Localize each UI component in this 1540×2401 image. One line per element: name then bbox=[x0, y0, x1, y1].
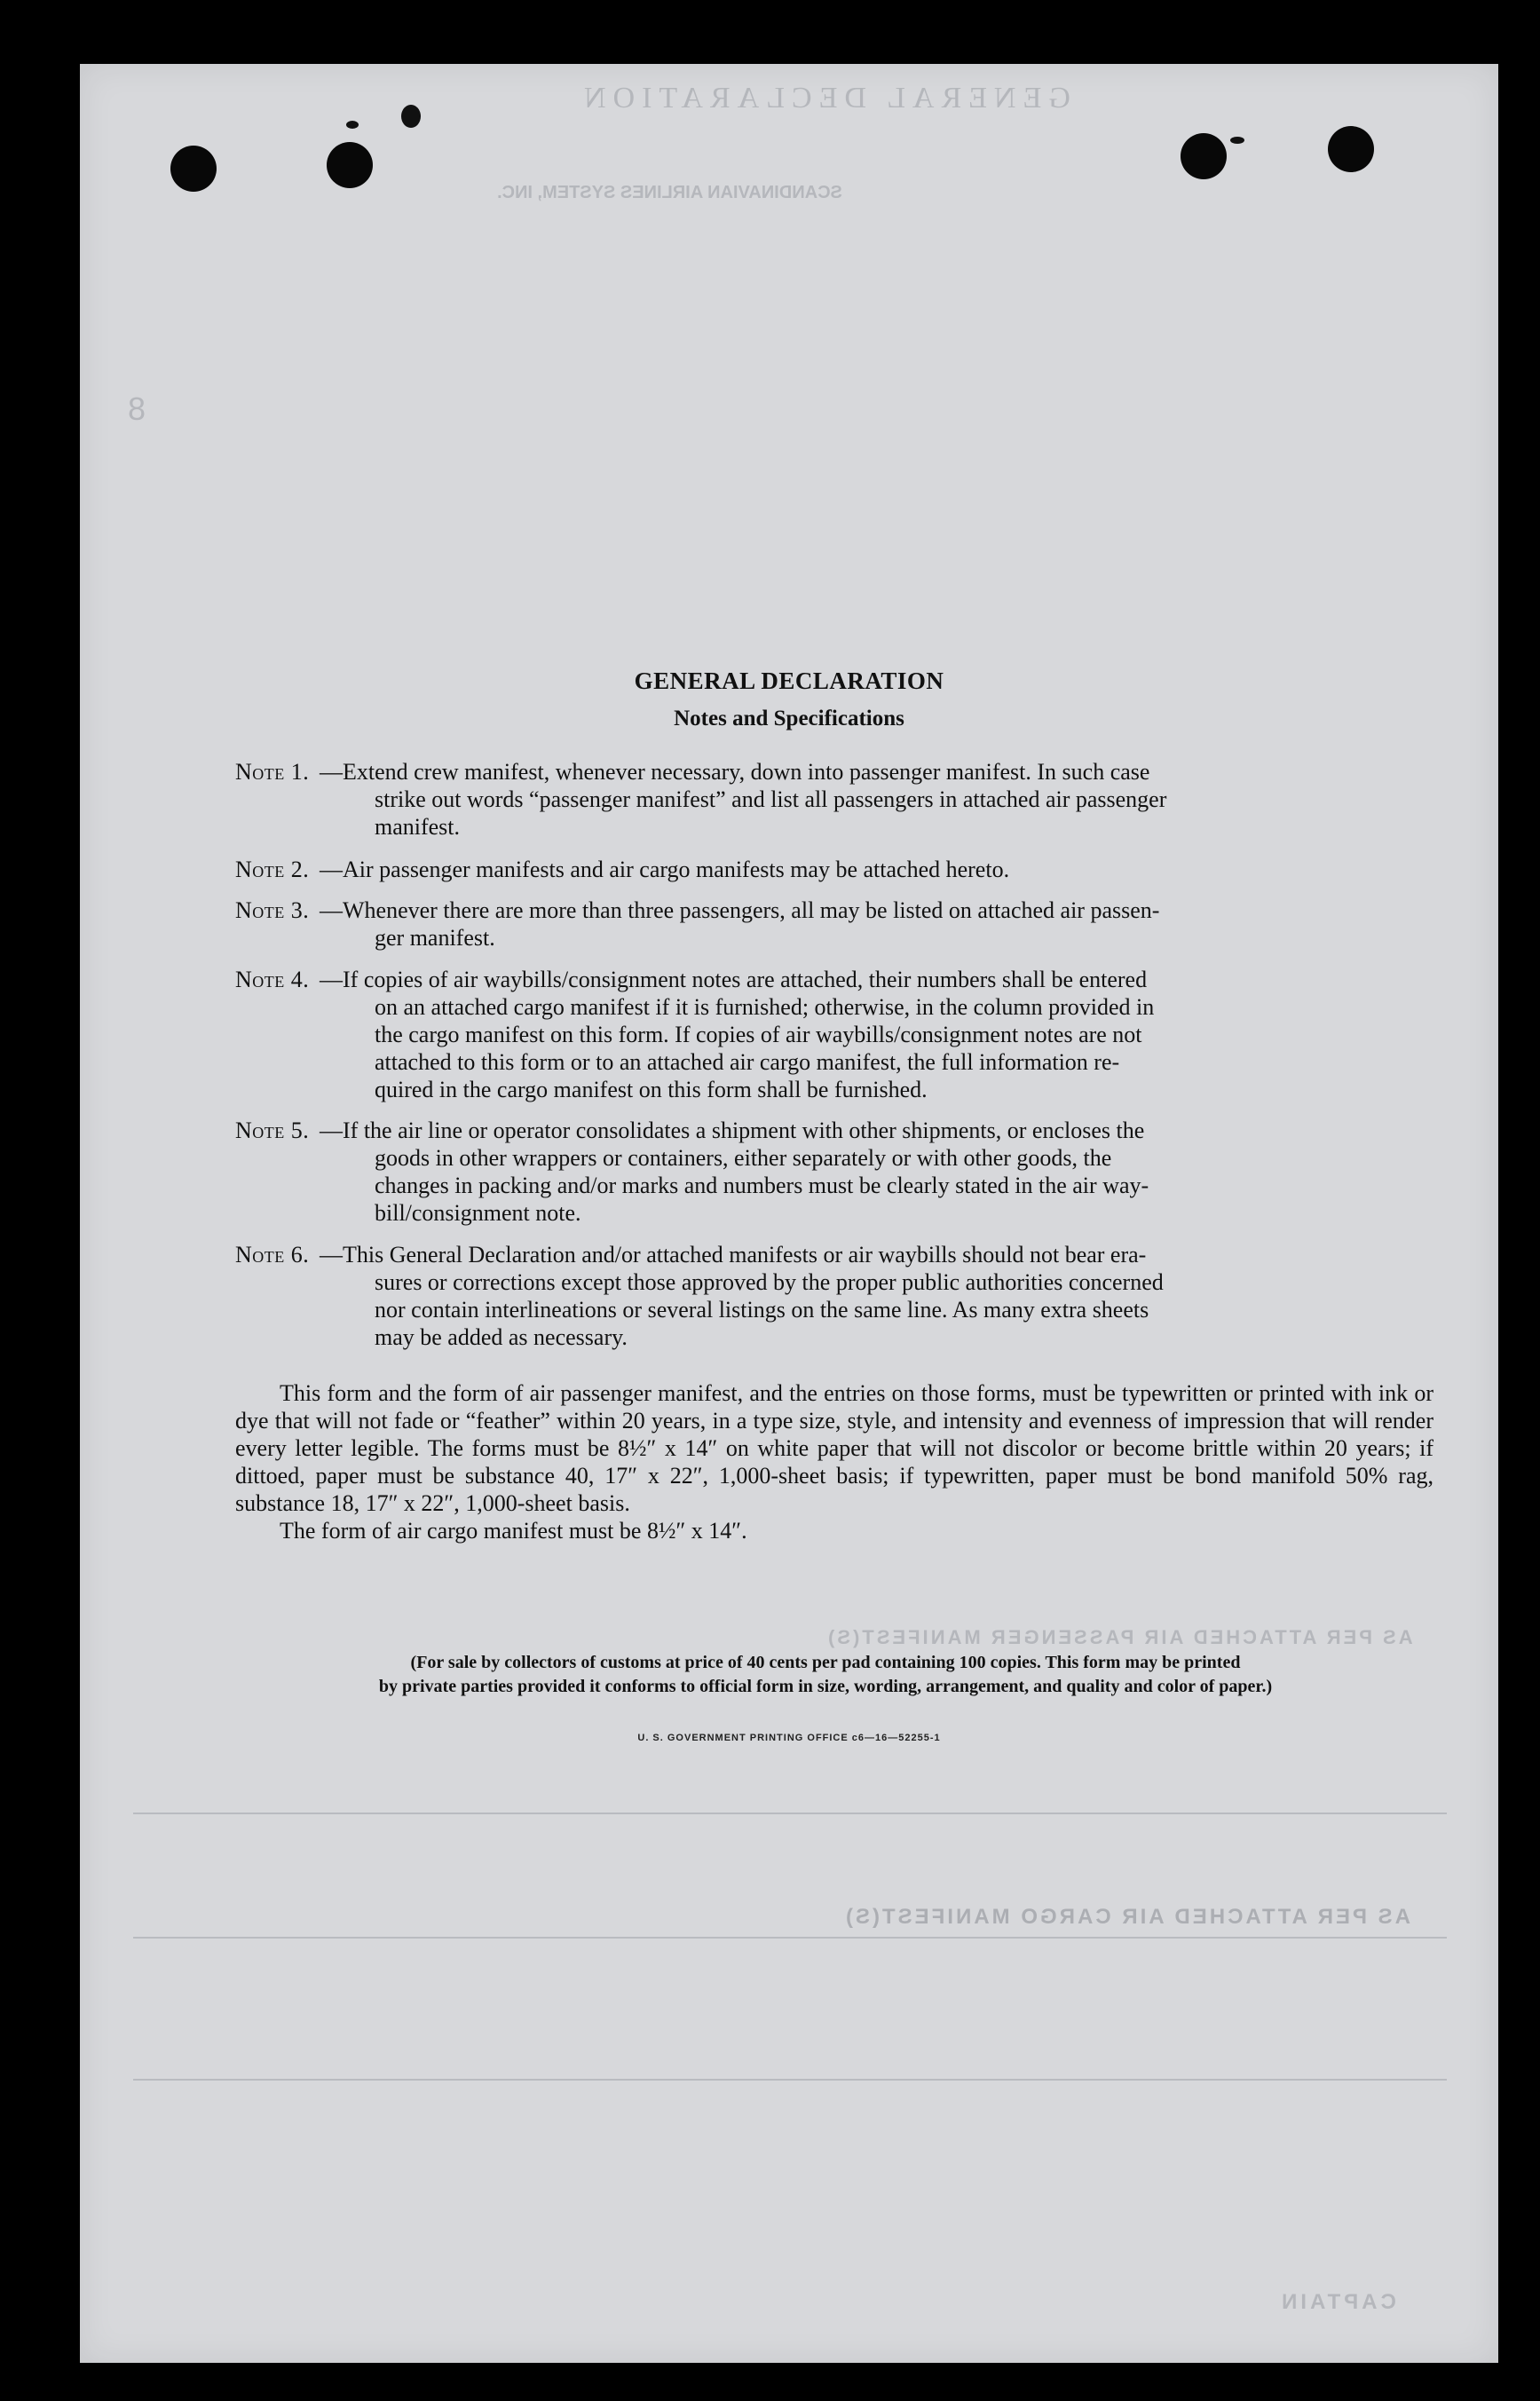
note-line: sures or corrections except those approved by the proper public authorities concerned bbox=[375, 1269, 1164, 1295]
note-line: —Air passenger manifests and air cargo manifests may be attached hereto. bbox=[320, 857, 1010, 882]
note-label: Note 5. bbox=[235, 1118, 310, 1143]
note-line: —Whenever there are more than three passengers, all may be listed on attached air passen- bbox=[320, 897, 1160, 923]
page-title: GENERAL DECLARATION bbox=[634, 667, 944, 694]
note-line: the cargo manifest on this form. If copies of air waybills/consignment notes are not bbox=[375, 1022, 1142, 1047]
punch-hole-left-2 bbox=[327, 142, 373, 188]
note-label: Note 3. bbox=[235, 897, 310, 923]
note-line: attached to this form or to an attached air cargo manifest, the full information re- bbox=[375, 1049, 1120, 1075]
note-6 bbox=[235, 1241, 1433, 1351]
form-specification bbox=[235, 1379, 1433, 1544]
note-line: nor contain interlineations or several listings on the same line. As many extra sheets bbox=[375, 1297, 1149, 1323]
note-label: Note 6. bbox=[235, 1242, 310, 1268]
note-label: Note 4. bbox=[235, 967, 310, 992]
note-5 bbox=[235, 1117, 1433, 1227]
document-page bbox=[80, 64, 1498, 2363]
show-through-cargo-stamp: AS PER ATTACHED AIR CARGO MANIFEST(S) bbox=[843, 1905, 1410, 1929]
specification-paragraph: This form and the form of air passenger manifest, and the entries on those forms, must be typewritten or printed with ink or dye that will not fade or “feather” within 20 years, in a type size, style, and intensity and evenness of impression that will render every letter legible. The forms must be 8½″ x 14″ on white paper that will not discolor or become brittle within 20 years; if dittoed, paper must be substance 40, 17″ x 22″, 1,000-sheet basis; if typewritten, paper must be bond manifold 50% rag, substance 18, 17″ x 22″, 1,000-sheet basis. bbox=[235, 1380, 1433, 1516]
note-3 bbox=[235, 896, 1433, 952]
show-through-rule bbox=[133, 1937, 1447, 1939]
show-through-passenger-stamp: AS PER ATTACHED AIR PASSENGER MANIFEST(S) bbox=[825, 1626, 1413, 1648]
note-line: —If the air line or operator consolidates a shipment with other shipments, or encloses the bbox=[320, 1118, 1145, 1143]
punch-hole-right-2 bbox=[1328, 126, 1374, 172]
note-line: may be added as necessary. bbox=[375, 1324, 628, 1350]
note-line: —Extend crew manifest, whenever necessary, down into passenger manifest. In such case bbox=[320, 759, 1150, 785]
cargo-manifest-size: The form of air cargo manifest must be 8½″ x 14″. bbox=[280, 1518, 747, 1544]
note-line: quired in the cargo manifest on this form shall be furnished. bbox=[375, 1077, 928, 1102]
note-line: bill/consignment note. bbox=[375, 1200, 581, 1226]
show-through-captain: CAPTAIN bbox=[1278, 2290, 1396, 2314]
show-through-title: GENERAL DECLARATION bbox=[577, 82, 1070, 115]
note-line: on an attached cargo manifest if it is furnished; otherwise, in the column provided in bbox=[375, 994, 1155, 1020]
note-line: strike out words “passenger manifest” and list all passengers in attached air passenger bbox=[375, 786, 1167, 812]
show-through-page-mark: 8 bbox=[128, 391, 146, 427]
note-line: —This General Declaration and/or attached manifests or air waybills should not bear era- bbox=[320, 1242, 1147, 1268]
ink-stain bbox=[346, 121, 359, 129]
note-4 bbox=[235, 966, 1433, 1103]
ink-stain bbox=[1230, 137, 1244, 144]
note-label: Note 1. bbox=[235, 759, 310, 785]
show-through-rule bbox=[133, 2079, 1447, 2081]
note-2 bbox=[235, 856, 1433, 883]
punch-hole-right-1 bbox=[1181, 133, 1227, 179]
note-label: Note 2. bbox=[235, 857, 310, 882]
punch-hole-left-1 bbox=[170, 146, 217, 192]
show-through-operator: SCANDINAVIAN AIRLINES SYSTEM, INC. bbox=[497, 183, 842, 202]
show-through-rule bbox=[133, 1813, 1447, 1814]
page-subtitle: Notes and Specifications bbox=[674, 707, 904, 731]
sale-notice bbox=[213, 1651, 1438, 1699]
ink-stain bbox=[401, 105, 421, 128]
note-line: ger manifest. bbox=[375, 925, 495, 951]
note-line: changes in packing and/or marks and numbers must be clearly stated in the air way- bbox=[375, 1173, 1149, 1198]
note-line: —If copies of air waybills/consignment notes are attached, their numbers shall be entered bbox=[320, 967, 1148, 992]
note-line: goods in other wrappers or containers, either separately or with other goods, the bbox=[375, 1145, 1112, 1171]
note-line: manifest. bbox=[375, 814, 461, 840]
sale-notice-line: by private parties provided it conforms to official form in size, wording, arrangement, and quality and color of paper.) bbox=[378, 1677, 1273, 1696]
sale-notice-line: (For sale by collectors of customs at price of 40 cents per pad containing 100 copies. This form may be printed bbox=[410, 1653, 1241, 1672]
note-1 bbox=[235, 758, 1433, 841]
printer-imprint: U. S. GOVERNMENT PRINTING OFFICE c6—16—52255-1 bbox=[637, 1733, 941, 1743]
